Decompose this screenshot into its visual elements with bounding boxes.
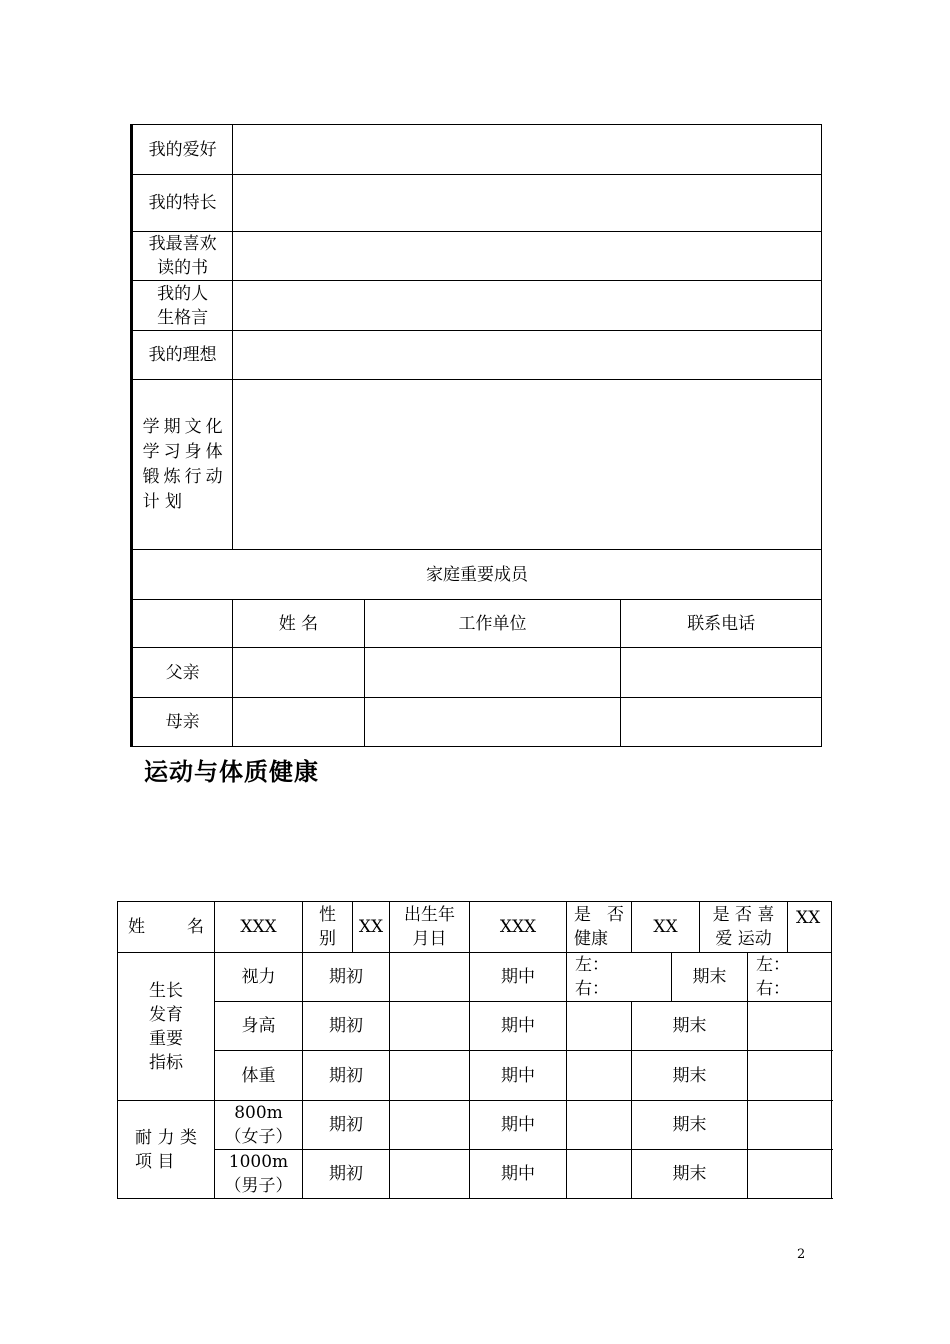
- ideal-label: 我的理想: [133, 331, 233, 380]
- run-1000-label: 1000m（男子）: [215, 1150, 303, 1199]
- motto-value[interactable]: [233, 281, 822, 331]
- hobby-value[interactable]: [233, 125, 822, 175]
- height-end-value[interactable]: [748, 1002, 832, 1051]
- weight-mid: 期中: [470, 1051, 567, 1101]
- height-start: 期初: [303, 1002, 390, 1051]
- weight-label: 体重: [215, 1051, 303, 1101]
- run-800-end-value[interactable]: [748, 1101, 832, 1150]
- family-header-name: 姓 名: [233, 600, 364, 648]
- birth-label: 出生年月日: [390, 902, 470, 953]
- run-1000-end: 期末: [632, 1150, 748, 1199]
- specialty-value[interactable]: [233, 175, 822, 232]
- health-table: [117, 901, 831, 1199]
- favorite-book-label: 我最喜欢读的书: [133, 232, 233, 281]
- height-mid: 期中: [470, 1002, 567, 1051]
- run-1000-start-value[interactable]: [390, 1150, 470, 1199]
- father-phone[interactable]: [621, 648, 822, 698]
- endurance-group-label: 耐力类项 目: [118, 1101, 215, 1199]
- section-title: 运动与体质健康: [144, 758, 319, 786]
- run-800-start: 期初: [303, 1101, 390, 1150]
- run-800-label: 800m（女子）: [215, 1101, 303, 1150]
- gender-value: XX: [353, 902, 390, 953]
- name-value: XXX: [215, 902, 303, 953]
- father-label: 父亲: [133, 648, 233, 698]
- vision-mid-value[interactable]: 左：右：: [567, 953, 672, 1002]
- run-1000-start: 期初: [303, 1150, 390, 1199]
- run-1000-end-value[interactable]: [748, 1150, 832, 1199]
- mother-work[interactable]: [364, 698, 621, 747]
- weight-end: 期末: [632, 1051, 748, 1101]
- weight-start-value[interactable]: [390, 1051, 470, 1101]
- family-header-phone: 联系电话: [621, 600, 822, 648]
- run-800-end: 期末: [632, 1101, 748, 1150]
- vision-start-value[interactable]: [390, 953, 470, 1002]
- mother-label: 母亲: [133, 698, 233, 747]
- hobby-label: 我的爱好: [133, 125, 233, 175]
- likes-sport-label: 是 否 喜爱 运动: [700, 902, 788, 953]
- vision-mid: 期中: [470, 953, 567, 1002]
- vision-label: 视力: [215, 953, 303, 1002]
- height-mid-value[interactable]: [567, 1002, 632, 1051]
- height-start-value[interactable]: [390, 1002, 470, 1051]
- specialty-label: 我的特长: [133, 175, 233, 232]
- run-1000-mid-value[interactable]: [567, 1150, 632, 1199]
- family-title: 家庭重要成员: [133, 550, 822, 600]
- name-label: 姓 名: [118, 902, 215, 953]
- father-name[interactable]: [233, 648, 364, 698]
- weight-start: 期初: [303, 1051, 390, 1101]
- family-header-work: 工作单位: [364, 600, 621, 648]
- healthy-value: XX: [632, 902, 700, 953]
- birth-value: XXX: [470, 902, 567, 953]
- height-end: 期末: [632, 1002, 748, 1051]
- growth-group-label: 生长发育重要指标: [118, 953, 215, 1101]
- mother-phone[interactable]: [621, 698, 822, 747]
- run-800-mid-value[interactable]: [567, 1101, 632, 1150]
- page-number: 2: [797, 1247, 806, 1262]
- motto-label: 我的人生格言: [133, 281, 233, 331]
- vision-end-value[interactable]: 左：右：: [748, 953, 832, 1002]
- family-header-blank: [133, 600, 233, 648]
- weight-end-value[interactable]: [748, 1051, 832, 1101]
- healthy-label: 是 否健康: [567, 902, 632, 953]
- likes-sport-value: XX: [788, 902, 832, 953]
- plan-label: 学期文化学习身体锻炼行动计 划: [133, 380, 233, 550]
- father-work[interactable]: [364, 648, 621, 698]
- ideal-value[interactable]: [233, 331, 822, 380]
- vision-end: 期末: [672, 953, 748, 1002]
- plan-value[interactable]: [233, 380, 822, 550]
- run-800-start-value[interactable]: [390, 1101, 470, 1150]
- height-label: 身高: [215, 1002, 303, 1051]
- run-1000-mid: 期中: [470, 1150, 567, 1199]
- run-800-mid: 期中: [470, 1101, 567, 1150]
- weight-mid-value[interactable]: [567, 1051, 632, 1101]
- vision-start: 期初: [303, 953, 390, 1002]
- favorite-book-value[interactable]: [233, 232, 822, 281]
- mother-name[interactable]: [233, 698, 364, 747]
- gender-label: 性别: [303, 902, 353, 953]
- profile-table: [130, 124, 822, 747]
